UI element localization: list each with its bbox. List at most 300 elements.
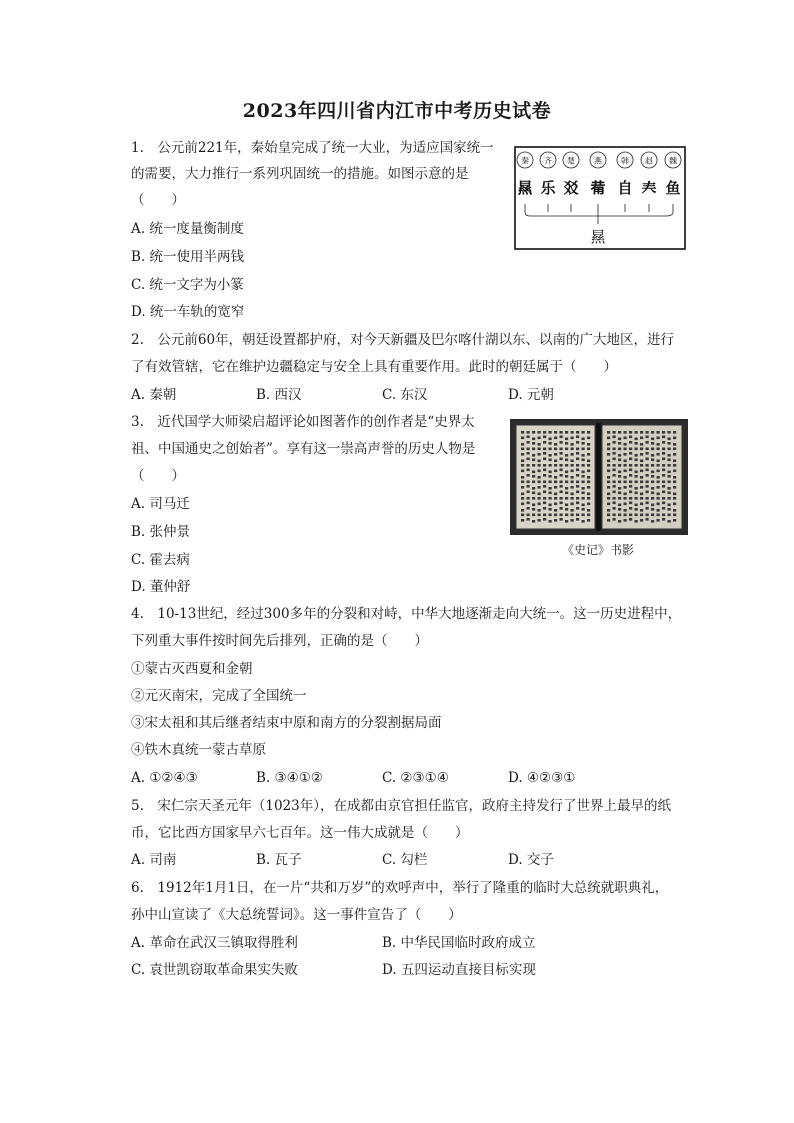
book-left-page-text-mark [582, 481, 585, 484]
book-left-page-text-mark [587, 486, 590, 489]
book-right-page-text-mark [607, 509, 610, 512]
book-left-page-text-mark [549, 471, 552, 474]
book-right-page-text-mark [629, 491, 632, 494]
q2-option-a: A. 秦朝 [131, 387, 177, 403]
book-left-page-text-mark [527, 514, 530, 517]
q4-option-a: A. ①②④③ [131, 770, 198, 786]
book-right-page-text-mark [624, 497, 627, 500]
book-left-page-text-mark [521, 437, 524, 440]
book-right-page-text-mark [646, 481, 649, 484]
book-right-page-text-mark [651, 438, 654, 441]
book-right-page-text-mark [613, 436, 616, 439]
q6-stem-line-1: 6. 1912年1月1日，在一片“共和万岁”的欢呼声中，举行了隆重的临时大总统就职典礼， [131, 880, 669, 896]
book-left-page-text-mark [582, 497, 585, 500]
book-left-page-text-mark [543, 431, 546, 434]
book-left-page-text-mark [565, 459, 568, 462]
book-left-page-text-mark [565, 508, 568, 511]
book-left-page-text-mark [560, 431, 563, 434]
book-left-page-text-mark [576, 491, 579, 494]
book-right-page-text-mark [635, 487, 638, 490]
book-left-page-text-mark [543, 458, 546, 461]
q4-stem-line-1: 4. 10-13世纪，经过300多年的分裂和对峙，中华大地逐渐走向大统一。这一历史进程中， [131, 606, 682, 622]
book-left-page-text-mark [560, 481, 563, 484]
book-right-page-text-mark [624, 470, 627, 473]
book-left-page-text-mark [543, 491, 546, 494]
book-left-page-text-mark [527, 441, 530, 444]
book-left-page-text-mark [565, 520, 568, 523]
q2-option-c: C. 东汉 [382, 387, 428, 403]
book-right-page-text-mark [635, 448, 638, 451]
book-left-page-text-mark [538, 453, 541, 456]
book-right-page-text-mark [613, 518, 616, 521]
book-left-page-text-mark [571, 437, 574, 440]
book-right-page-text-mark [662, 474, 665, 477]
book-right-page-text-mark [646, 491, 649, 494]
book-right-page-text-mark [668, 514, 671, 517]
book-right-page-text-mark [657, 519, 660, 522]
book-left-page-text-mark [549, 438, 552, 441]
book-left-page-text-mark [527, 485, 530, 488]
q4-event-1: ①蒙古灭西夏和金朝 [131, 661, 253, 677]
book-right-page-text-mark [624, 509, 627, 512]
q3-option-c: C. 霍去病 [131, 552, 190, 568]
book-left-page-text-mark [532, 438, 535, 441]
book-left-page-text-mark [554, 470, 557, 473]
book-left-page-text-mark [571, 460, 574, 463]
book-left-page-text-mark [549, 520, 552, 523]
book-left-page-text-mark [582, 442, 585, 445]
book-left-page-text-mark [549, 504, 552, 507]
book-right-page-text-mark [629, 502, 632, 505]
book-right-page-text-mark [624, 503, 627, 506]
book-left-page-text-mark [582, 520, 585, 523]
book-right-page-text-mark [607, 437, 610, 440]
q2-option-b: B. 西汉 [256, 387, 302, 403]
book-right-page-text-mark [618, 492, 621, 495]
book-right-page-text-mark [607, 476, 610, 479]
q3-stem-line-1: 3. 近代国学大师梁启超评论如图著作的创作者是“史界太 [131, 414, 475, 430]
book-left-page-text-mark [521, 453, 524, 456]
book-right-page-text-mark [613, 431, 616, 434]
book-left-page-text-mark [560, 469, 563, 472]
book-left-page-text-mark [565, 454, 568, 457]
book-left-page-text-mark [543, 514, 546, 517]
book-left-page-text-mark [549, 442, 552, 445]
state-script-glyph-3: 𤰇 [590, 179, 606, 197]
book-right-page-text-mark [646, 431, 649, 434]
book-right-page-text-mark [629, 474, 632, 477]
book-left-page-text-mark [582, 504, 585, 507]
book-left-page-text-mark [538, 448, 541, 451]
book-right-page-text-mark [640, 493, 643, 496]
book-right-page-text-mark [646, 441, 649, 444]
book-right-page-text-mark [668, 464, 671, 467]
book-right-page-text-mark [613, 474, 616, 477]
book-left-page-text-mark [543, 436, 546, 439]
book-left-page-text-mark [532, 504, 535, 507]
book-left-page-text-mark [538, 437, 541, 440]
book-right-page-text-mark [618, 487, 621, 490]
book-left-page-text-mark [549, 454, 552, 457]
book-left-page-text-mark [549, 487, 552, 490]
book-right-page-text-mark [640, 431, 643, 434]
book-right-page-text-mark [646, 464, 649, 467]
book-right-page-text-mark [657, 464, 660, 467]
book-right-page-text-mark [673, 431, 676, 434]
book-right-page-text-mark [668, 504, 671, 507]
q6-option-d: D. 五四运动直接目标实现 [382, 962, 536, 978]
book-right-page-text-mark [635, 464, 638, 467]
book-right-page-text-mark [635, 438, 638, 441]
book-left-page-text-mark [527, 464, 530, 467]
book-left-page-text-mark [571, 448, 574, 451]
q2-stem-line-1: 2. 公元前60年，朝廷设置都护府，对今天新疆及巴尔喀什湖以东、以南的广大地区，进行 [131, 332, 675, 348]
book-left-page-text-mark [532, 448, 535, 451]
q4-stem-line-2: 下列重大事件按时间先后排列，正确的是（ ） [131, 633, 428, 649]
book-left-page-text-mark [521, 486, 524, 489]
book-right-page-text-mark [635, 471, 638, 474]
book-right-page-text-mark [673, 514, 676, 517]
book-right-page-text-mark [662, 458, 665, 461]
book-right-page-text-mark [668, 475, 671, 478]
state-name-5: 赵 [645, 156, 653, 166]
book-right-page-text-mark [607, 431, 610, 434]
book-right-page-text-mark [673, 481, 676, 484]
book-right-page-text-mark [618, 459, 621, 462]
book-right-page-text-mark [651, 514, 654, 517]
book-left-page-text-mark [565, 431, 568, 434]
book-right-page-text-mark [624, 431, 627, 434]
book-left-page-text-mark [576, 431, 579, 434]
q1-figure-svg [514, 146, 686, 250]
book-left-page-text-mark [549, 481, 552, 484]
book-left-page-text-mark [554, 509, 557, 512]
book-left-page-text-mark [543, 448, 546, 451]
book-right-page-text-mark [613, 502, 616, 505]
book-left-page-text-mark [571, 503, 574, 506]
book-left-page-text-mark [554, 503, 557, 506]
book-right-page-text-mark [673, 519, 676, 522]
book-right-page-text-mark [640, 443, 643, 446]
book-right-page-text-mark [662, 436, 665, 439]
book-left-page-text-mark [582, 464, 585, 467]
book-left-page-text-mark [543, 474, 546, 477]
book-right-page-text-mark [662, 452, 665, 455]
book-right-page-text-mark [668, 459, 671, 462]
book-left-page-text-mark [538, 481, 541, 484]
book-right-page-text-mark [624, 437, 627, 440]
book-right-page-text-mark [629, 514, 632, 517]
book-right-page-text-mark [673, 453, 676, 456]
state-name-4: 韩 [621, 156, 629, 166]
book-right-page-text-mark [640, 509, 643, 512]
book-right-page-text-mark [657, 503, 660, 506]
book-left-page-text-mark [582, 487, 585, 490]
book-right-page-text-mark [618, 454, 621, 457]
book-left-page-text-mark [582, 471, 585, 474]
book-right-page-text-mark [640, 470, 643, 473]
book-left-page-text-mark [576, 502, 579, 505]
book-left-page-text-mark [576, 441, 579, 444]
book-left-page-text-mark [565, 514, 568, 517]
book-left-page-text-mark [532, 471, 535, 474]
book-right-page-text-mark [607, 497, 610, 500]
q4-option-b: B. ③④①② [256, 770, 323, 786]
book-left-page-text-mark [538, 486, 541, 489]
book-right-page-text-mark [657, 460, 660, 463]
book-left-page-text-mark [521, 448, 524, 451]
q3-option-a: A. 司马迁 [131, 496, 190, 512]
book-right-page-text-mark [657, 443, 660, 446]
book-left-page-text-mark [565, 487, 568, 490]
book-right-page-text-mark [668, 448, 671, 451]
q6-option-a: A. 革命在武汉三镇取得胜利 [131, 935, 298, 951]
q4-option-d: D. ④②③① [508, 770, 576, 786]
book-left-page-text-mark [521, 443, 524, 446]
book-right-page-text-mark [624, 460, 627, 463]
book-right-page-text-mark [673, 460, 676, 463]
book-left-page-text-mark [532, 492, 535, 495]
book-left-page-text-mark [582, 438, 585, 441]
book-left-page-text-mark [582, 508, 585, 511]
book-left-page-text-mark [571, 514, 574, 517]
book-right-page-text-mark [635, 497, 638, 500]
book-left-page-text-mark [582, 459, 585, 462]
book-left-page-text-mark [543, 452, 546, 455]
book-right-page-text-mark [607, 493, 610, 496]
book-left-page-text-mark [576, 481, 579, 484]
book-left-page-text-mark [554, 464, 557, 467]
book-left-page-text-mark [554, 481, 557, 484]
book-right-page-text-mark [651, 487, 654, 490]
q4-option-c: C. ②③①④ [382, 770, 449, 786]
book-right-page-text-mark [640, 519, 643, 522]
book-left-page-text-mark [571, 486, 574, 489]
book-right-page-text-mark [640, 453, 643, 456]
book-right-page-text-mark [646, 436, 649, 439]
book-right-page-text-mark [607, 486, 610, 489]
book-left-page-text-mark [560, 491, 563, 494]
book-left-page-text-mark [582, 475, 585, 478]
book-left-page-text-mark [521, 493, 524, 496]
book-right-page-text-mark [651, 520, 654, 523]
book-right-page-text-mark [618, 481, 621, 484]
book-right-page-text-mark [624, 476, 627, 479]
q3-option-b: B. 张仲景 [131, 524, 191, 540]
q5-option-d: D. 交子 [508, 852, 554, 868]
book-right-page-text-mark [629, 431, 632, 434]
book-left-page-text-mark [543, 481, 546, 484]
book-left-page-text-mark [532, 497, 535, 500]
book-left-page-text-mark [527, 458, 530, 461]
q1-option-c: C. 统一文字为小篆 [131, 277, 244, 293]
book-left-page-text-mark [587, 481, 590, 484]
book-right-page-text-mark [668, 471, 671, 474]
book-right-page-text-mark [646, 485, 649, 488]
book-left-page-text-mark [587, 519, 590, 522]
book-right-page-text-mark [629, 436, 632, 439]
book-right-page-text-mark [618, 508, 621, 511]
book-right-page-text-mark [662, 497, 665, 500]
book-left-page-text-mark [521, 476, 524, 479]
book-right-page-text-mark [618, 471, 621, 474]
book-right-page-text-mark [635, 481, 638, 484]
book-left-page-text-mark [543, 518, 546, 521]
book-right-page-text-mark [640, 481, 643, 484]
q5-option-c: C. 勾栏 [382, 852, 428, 868]
book-right-page-text-mark [640, 514, 643, 517]
book-left-page-text-mark [554, 443, 557, 446]
book-left-page-text-mark [543, 469, 546, 472]
book-right-page-text-mark [646, 452, 649, 455]
book-left-page-text-mark [527, 497, 530, 500]
q2-stem-line-2: 了有效管辖，它在维护边疆稳定与安全上具有重要作用。此时的朝廷属于（ ） [131, 359, 617, 375]
book-right-page-text-mark [629, 441, 632, 444]
book-left-page-text-mark [587, 443, 590, 446]
book-right-page-text-mark [640, 486, 643, 489]
book-right-page-text-mark [640, 437, 643, 440]
book-right-page-text-mark [646, 469, 649, 472]
state-script-glyph-1: 乐 [540, 179, 556, 197]
book-right-page-text-mark [618, 464, 621, 467]
book-right-page-text-mark [624, 519, 627, 522]
book-left-page-text-mark [538, 443, 541, 446]
book-left-page-text-mark [587, 493, 590, 496]
book-left-page-text-mark [554, 453, 557, 456]
book-left-page-text-mark [532, 481, 535, 484]
book-left-page-text-mark [532, 514, 535, 517]
book-left-page-text-mark [560, 458, 563, 461]
book-left-page-text-mark [582, 492, 585, 495]
book-right-page-text-mark [640, 460, 643, 463]
book-right-page-text-mark [662, 481, 665, 484]
book-left-page-text-mark [576, 474, 579, 477]
book-right-page-text-mark [673, 470, 676, 473]
book-left-page-text-mark [560, 518, 563, 521]
state-script-glyph-2: 㸚 [563, 179, 579, 197]
book-right-page-text-mark [613, 481, 616, 484]
book-right-page-text-mark [651, 481, 654, 484]
book-left-page-text-mark [538, 460, 541, 463]
book-right-page-text-mark [657, 493, 660, 496]
book-left-page-text-mark [538, 464, 541, 467]
book-right-page-text-mark [673, 476, 676, 479]
book-right-page-text-mark [662, 441, 665, 444]
book-right-page-text-mark [673, 486, 676, 489]
book-right-page-text-mark [651, 448, 654, 451]
book-left-page-text-mark [521, 503, 524, 506]
book-right-page-text-mark [629, 452, 632, 455]
book-left-page-text-mark [527, 507, 530, 510]
book-left-page-text-mark [571, 497, 574, 500]
book-right-page-text-mark [613, 491, 616, 494]
book-left-page-text-mark [543, 485, 546, 488]
book-left-page-text-mark [571, 470, 574, 473]
book-left-page-text-mark [543, 464, 546, 467]
q1-option-a: A. 统一度量衡制度 [131, 221, 244, 237]
book-right-page-text-mark [635, 475, 638, 478]
book-left-page-text-mark [532, 487, 535, 490]
book-left-page-text-mark [527, 448, 530, 451]
book-left-page-text-mark [538, 497, 541, 500]
q5-option-b: B. 瓦子 [256, 852, 302, 868]
book-right-page-text-mark [613, 464, 616, 467]
book-right-page-text-mark [607, 443, 610, 446]
book-left-page-text-mark [576, 507, 579, 510]
book-left-page-text-mark [554, 476, 557, 479]
book-left-page-text-mark [571, 453, 574, 456]
book-right-page-text-mark [629, 485, 632, 488]
book-left-page-text-mark [543, 502, 546, 505]
book-left-page-text-mark [543, 497, 546, 500]
book-right-page-text-mark [618, 431, 621, 434]
book-right-page-text-mark [646, 502, 649, 505]
book-left-page-text-mark [571, 443, 574, 446]
book-right-page-text-mark [646, 474, 649, 477]
book-right-page-text-mark [635, 520, 638, 523]
book-right-page-text-mark [613, 458, 616, 461]
book-right-page-text-mark [607, 464, 610, 467]
book-right-page-text-mark [629, 497, 632, 500]
book-right-page-text-mark [657, 448, 660, 451]
book-right-page-text-mark [651, 475, 654, 478]
book-right-page-text-mark [668, 442, 671, 445]
book-right-page-text-mark [651, 454, 654, 457]
book-right-page-text-mark [624, 493, 627, 496]
book-right-page-text-mark [613, 497, 616, 500]
book-left-page-text-mark [549, 497, 552, 500]
book-left-page-text-mark [543, 441, 546, 444]
book-left-page-text-mark [565, 448, 568, 451]
book-right-page-text-mark [646, 458, 649, 461]
book-left-page-text-mark [587, 464, 590, 467]
book-right-page-text-mark [651, 508, 654, 511]
book-right-page-text-mark [618, 442, 621, 445]
book-right-page-text-mark [651, 431, 654, 434]
q3-option-d: D. 董仲舒 [131, 579, 191, 595]
book-left-page-text-mark [527, 518, 530, 521]
state-name-3: 燕 [594, 156, 602, 166]
book-right-page-text-mark [662, 507, 665, 510]
book-left-page-text-mark [527, 491, 530, 494]
book-left-page-text-mark [554, 493, 557, 496]
book-left-page-text-mark [538, 514, 541, 517]
book-right-page-text-mark [673, 503, 676, 506]
book-left-page-text-mark [527, 452, 530, 455]
book-right-page-text-mark [624, 464, 627, 467]
book-right-page-text-mark [629, 458, 632, 461]
book-right-page-text-mark [673, 497, 676, 500]
state-name-0: 秦 [521, 156, 529, 166]
book-left-page-text-mark [587, 509, 590, 512]
book-right-page-text-mark [657, 437, 660, 440]
book-left-page-text-mark [538, 431, 541, 434]
exam-title: 2023年四川省内江市中考历史试卷 [242, 100, 552, 122]
book-left-page-text-mark [571, 493, 574, 496]
book-left-page-text-mark [532, 442, 535, 445]
book-right-page-text-mark [668, 520, 671, 523]
book-left-page-text-mark [538, 509, 541, 512]
book-right-page-text-mark [635, 504, 638, 507]
book-left-page-text-mark [560, 502, 563, 505]
book-left-page-text-mark [587, 470, 590, 473]
book-left-page-text-mark [549, 492, 552, 495]
q3-stem-line-2: 祖、中国通史之创始者”。享有这一崇高声誉的历史人物是 [131, 441, 476, 457]
book-right-page-text-mark [668, 481, 671, 484]
book-left-page-text-mark [576, 448, 579, 451]
book-right-page-text-mark [673, 448, 676, 451]
book-left-page-text-mark [521, 514, 524, 517]
